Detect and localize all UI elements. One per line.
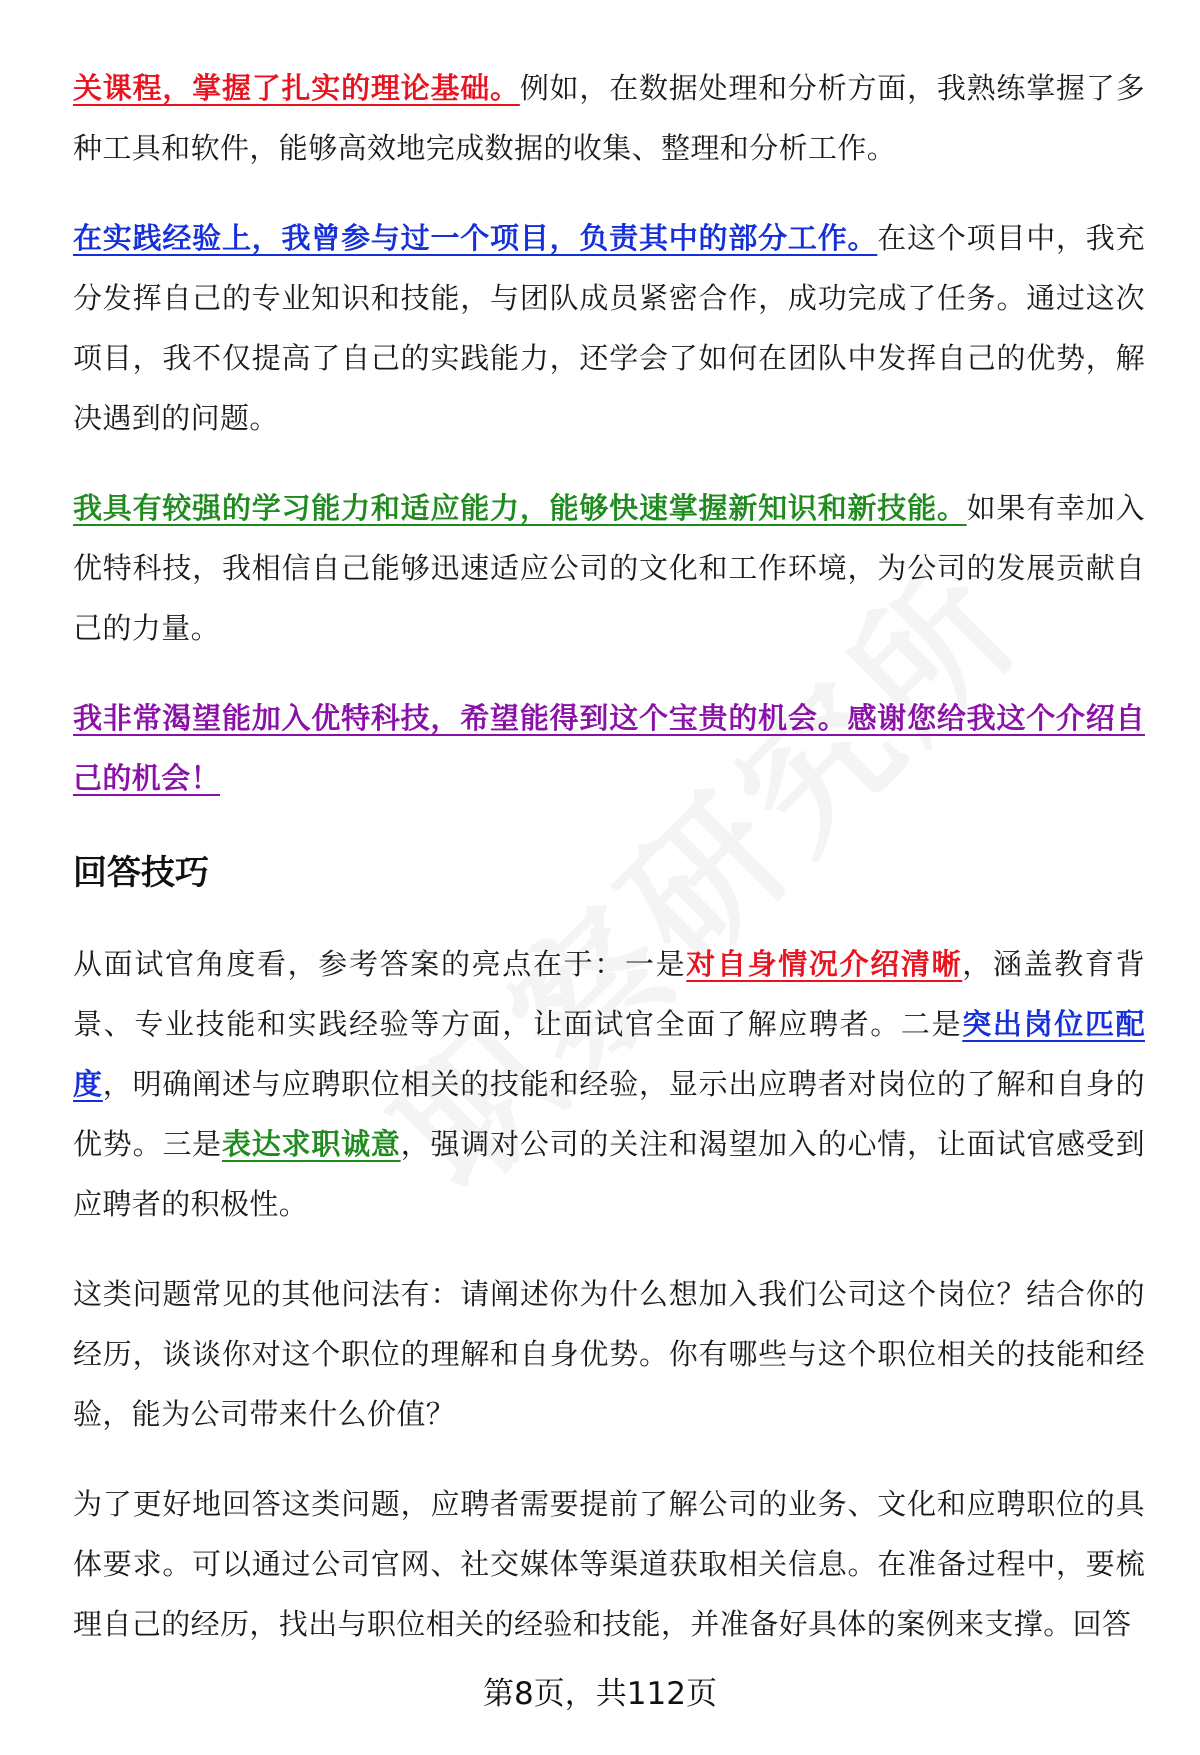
highlight-learning: 我具有较强的学习能力和适应能力，能够快速掌握新知识和新技能。 (73, 491, 967, 525)
paragraph-learning-text: 如果有幸加入优特科技，我相信自己能够迅速适应公司的文化和工作环境，为公司的发展贡献自己的力量。 (73, 491, 1145, 645)
tips-text-b: ，涵盖教育背景、专业技能和实践经验等方面，让面试官全面了解应聘者。二是 (73, 947, 1145, 1041)
paragraph-theory (73, 58, 1145, 178)
section-title: 回答技巧 (73, 853, 209, 893)
tips-text-d: ，强调对公司的关注和渴望加入的心情，让面试官感受到应聘者的积极性。 (73, 1127, 1145, 1221)
tips-highlight-clear-intro: 对自身情况介绍清晰 (686, 947, 963, 981)
page-number-footer: 第8页，共112页 (483, 1676, 717, 1712)
tips-paragraph-variants: 这类问题常见的其他问法有：请阐述你为什么想加入我们公司这个岗位？结合你的经历，谈谈你对这个职位的理解和自身优势。你有哪些与这个职位相关的技能和经验，能为公司带来什么价值？ (73, 1277, 1145, 1431)
paragraph-practice (73, 208, 1145, 448)
tips-highlight-job-match: 突出岗位匹配度 (73, 1007, 1145, 1101)
tips-paragraph-highlights (73, 934, 1145, 1234)
paragraph-learning (73, 478, 1145, 658)
tips-highlight-sincerity: 表达求职诚意 (221, 1127, 401, 1161)
highlight-practice: 在实践经验上，我曾参与过一个项目，负责其中的部分工作。 (73, 221, 878, 255)
tips-paragraph-preparation: 为了更好地回答这类问题，应聘者需要提前了解公司的业务、文化和应聘职位的具体要求。可以通过公司官网、社交媒体等渠道获取相关信息。在准备过程中，要梳理自己的经历，找出与职位相关的经验和技能，并准备好具体的案例来支撑。回答 (73, 1487, 1145, 1641)
paragraph-closing (73, 688, 1145, 808)
tips-text-a: 从面试官角度看，参考答案的亮点在于：一是 (73, 947, 687, 981)
document-body (73, 58, 1145, 1684)
tips-text-c: ，明确阐述与应聘职位相关的技能和经验，显示出应聘者对岗位的了解和自身的优势。三是 (73, 1067, 1145, 1161)
highlight-closing: 我非常渴望能加入优特科技，希望能得到这个宝贵的机会。感谢您给我这个介绍自己的机会！ (73, 701, 1145, 795)
paragraph-practice-text: 在这个项目中，我充分发挥自己的专业知识和技能，与团队成员紧密合作，成功完成了任务。通过这次项目，我不仅提高了自己的实践能力，还学会了如何在团队中发挥自己的优势，解决遇到的问题。 (73, 221, 1145, 435)
paragraph-theory-text: 例如，在数据处理和分析方面，我熟练掌握了多种工具和软件，能够高效地完成数据的收集、整理和分析工作。 (73, 71, 1145, 165)
highlight-theory: 关课程，掌握了扎实的理论基础。 (73, 71, 520, 105)
